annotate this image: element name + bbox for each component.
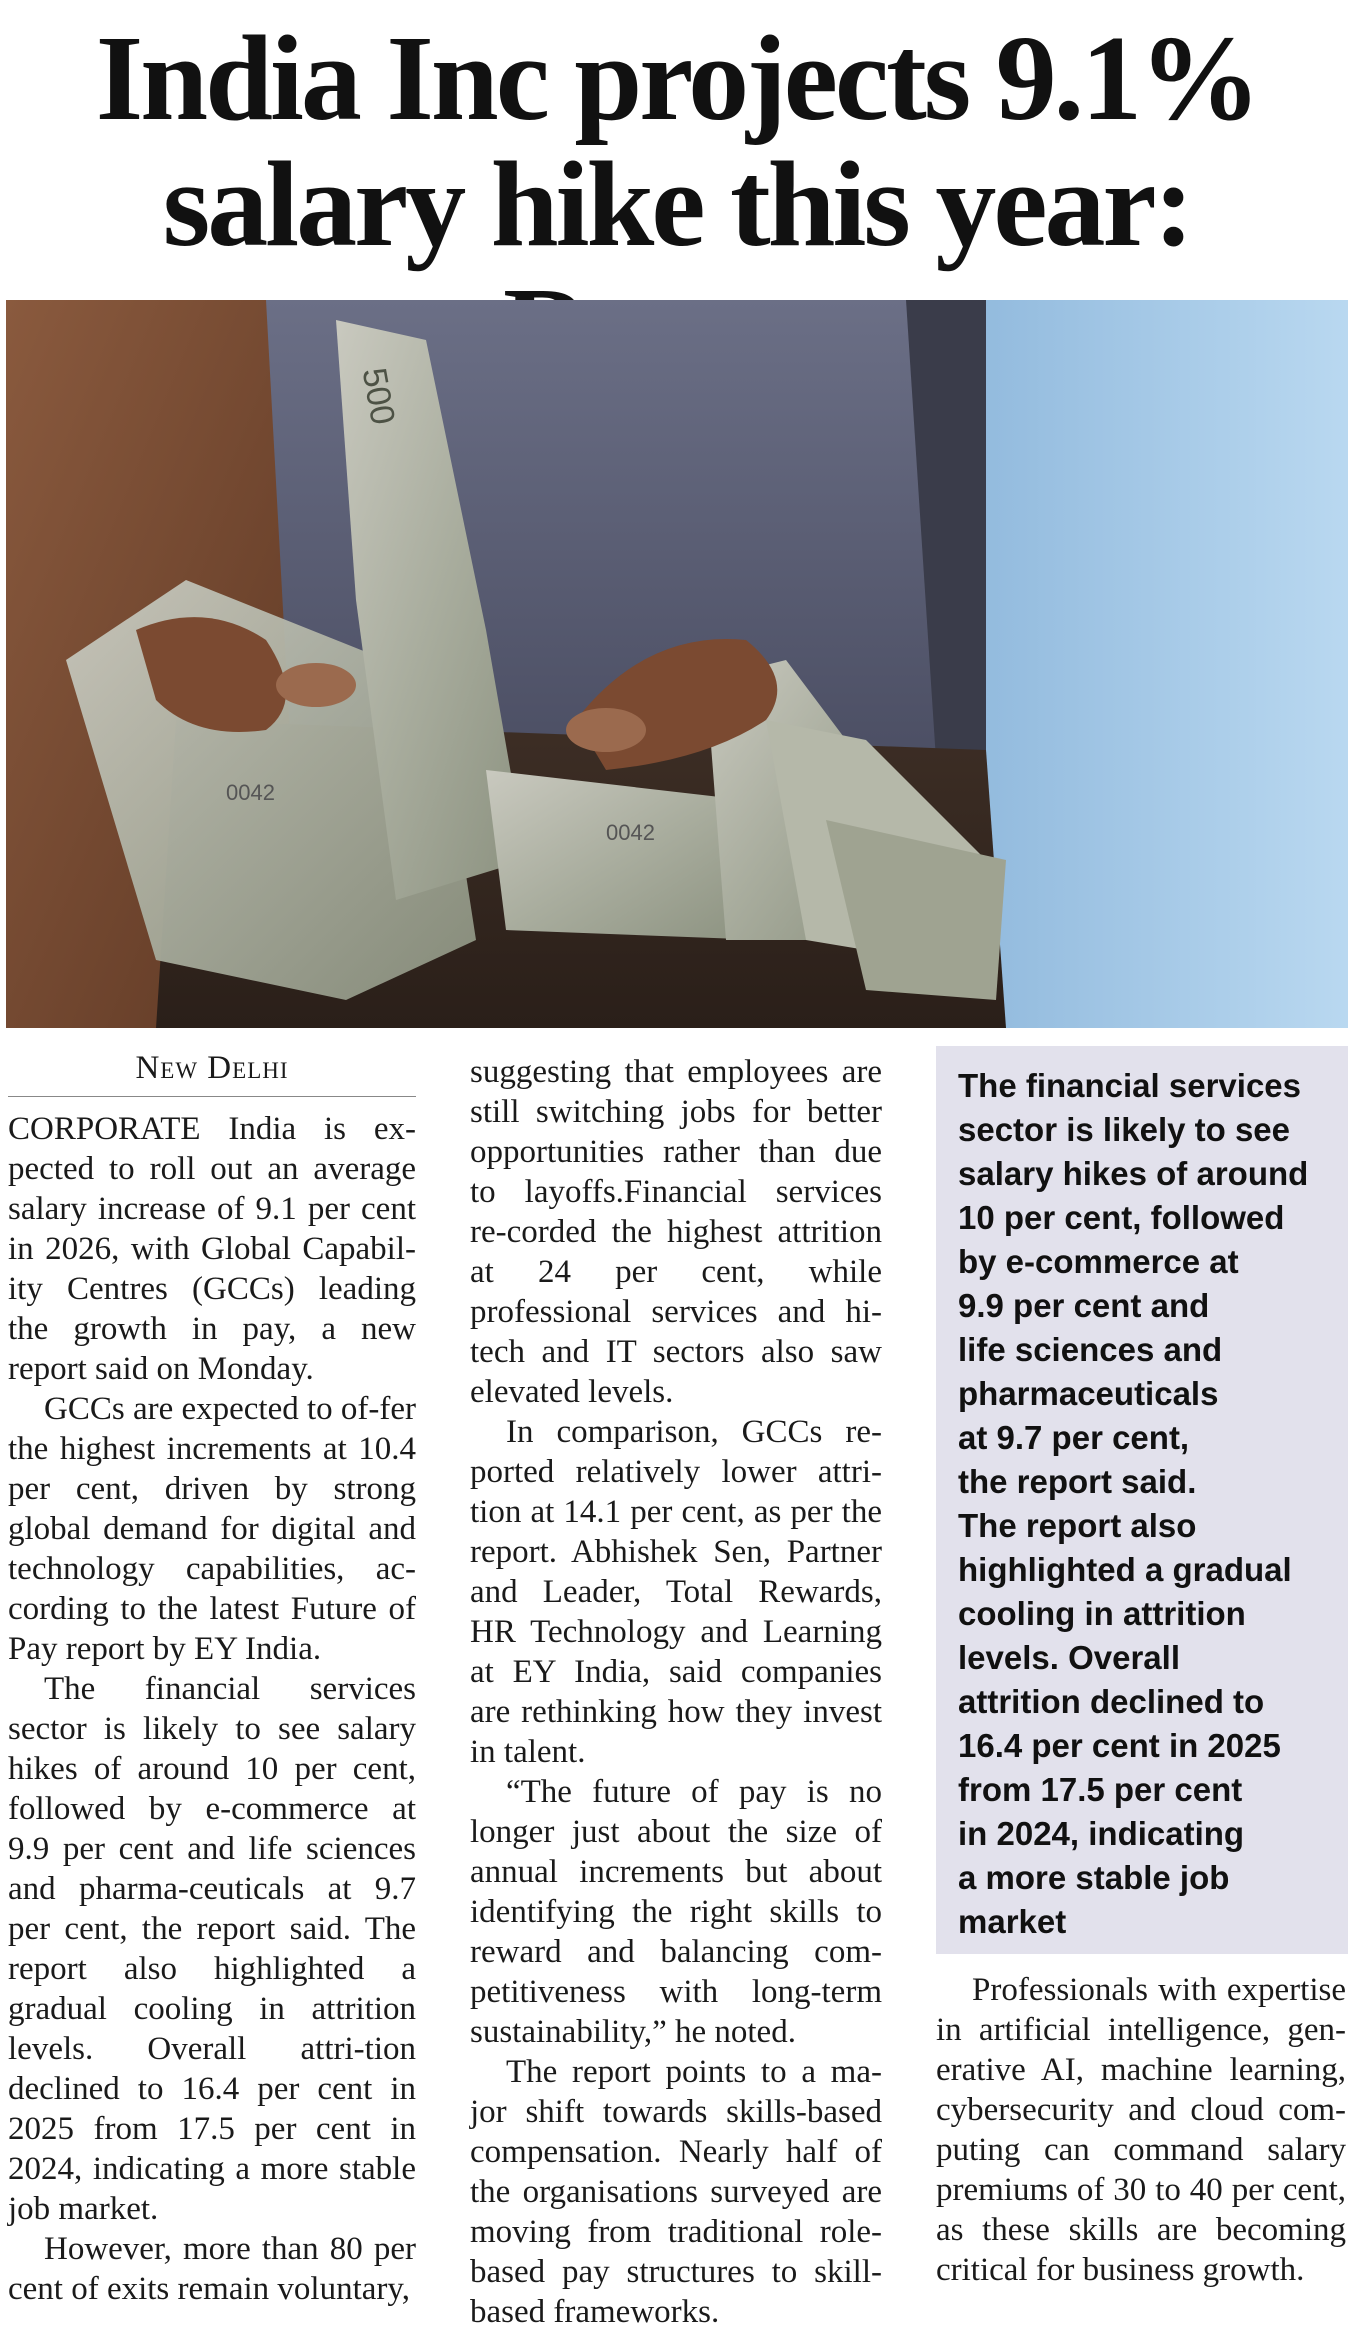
pull-quote-line: the report said. [958,1463,1197,1500]
pull-quote-line: The financial services [958,1067,1302,1104]
pull-quote-line: market [958,1903,1067,1940]
pull-quote-line: in 2024, indicating [958,1815,1245,1852]
pull-quote-line: from 17.5 per cent [958,1771,1243,1808]
pull-quote [936,1046,1348,1954]
pull-quote-line: sector is likely to see [958,1111,1291,1148]
headline-line-2: salary hike this year: [162,137,1192,272]
article-column-1 [8,1048,416,2309]
pull-quote-line: by e-commerce at [958,1243,1239,1280]
article-photo [6,300,1348,1028]
pull-quote-line: 9.9 per cent and [958,1287,1210,1324]
paragraph: Professionals with expertise in artificial intelligence, gen-erative AI, machine learning, cybersecurity and cloud com-puting can command salary premiums of 30 to 40 per cent, as these skills are becoming critical for business growth. [936,1972,1346,2288]
paragraph: “The future of pay is no longer just about the size of annual increments but about identifying the right skills to reward and balancing com-petitiveness with long-term sustainability,” he noted. [470,1774,882,2050]
dateline: New Delhi [8,1048,416,1097]
article-column-2 [470,1052,882,2332]
currency-notes-illustration [6,300,1348,1028]
pull-quote-line: a more stable job [958,1859,1230,1896]
paragraph: However, more than 80 per cent of exits remain voluntary, [8,2231,416,2307]
paragraph: suggesting that employees are still switching jobs for better opportunities rather than due to layoffs.Financial services re-corded the highest attrition at 24 per cent, while professional services and hi-tech and IT sectors also saw elevated levels. [470,1054,882,1410]
pull-quote-line: salary hikes of around [958,1155,1309,1192]
pull-quote-line: at 9.7 per cent, [958,1419,1190,1456]
pull-quote-line: cooling in attrition [958,1595,1246,1632]
pull-quote-line: 16.4 per cent in 2025 [958,1727,1281,1764]
article-column-3 [936,1970,1346,2290]
paragraph: The report points to a ma-jor shift towards skills-based compensation. Nearly half of the organisations surveyed are moving from traditional role-based pay structures to skill-based frameworks. [470,2054,882,2330]
pull-quote-line: attrition declined to [958,1683,1265,1720]
paragraph: In comparison, GCCs re-ported relatively lower attri-tion at 14.1 per cent, as per the report. Abhishek Sen, Partner and Leader, Total Rewards, HR Technology and Learning at EY India, said companies are rethinking how they invest in talent. [470,1414,882,1770]
svg-text:0042: 0042 [606,820,655,845]
paragraph: The financial services sector is likely to see salary hikes of around 10 per cent, followed by e-commerce at 9.9 per cent and life sciences and pharma-ceuticals at 9.7 per cent, the report said. The report also highlighted a gradual cooling in attrition levels. Overall attri-tion declined to 16.4 per cent in 2025 from 17.5 per cent in 2024, indicating a more stable job market. [8,1671,416,2227]
pull-quote-line: pharmaceuticals [958,1375,1219,1412]
pull-quote-line: levels. Overall [958,1639,1180,1676]
paragraph: GCCs are expected to of-fer the highest increments at 10.4 per cent, driven by strong global demand for digital and technology capabilities, ac-cording to the latest Future of Pay report by EY India. [8,1391,417,1667]
svg-text:0042: 0042 [226,780,275,805]
note-denomination-text: 500 [354,365,402,428]
pull-quote-line: highlighted a gradual [958,1551,1292,1588]
pull-quote-line: life sciences and [958,1331,1223,1368]
headline-line-1: India Inc projects 9.1% [95,11,1259,146]
pull-quote-line: 10 per cent, followed [958,1199,1285,1236]
pull-quote-line: The report also [958,1507,1197,1544]
paragraph: CORPORATE India is ex-pected to roll out an average salary increase of 9.1 per cent in 2026, with Global Capabil-ity Centres (GCCs) leading the growth in pay, a new report said on Monday. [8,1111,416,1387]
